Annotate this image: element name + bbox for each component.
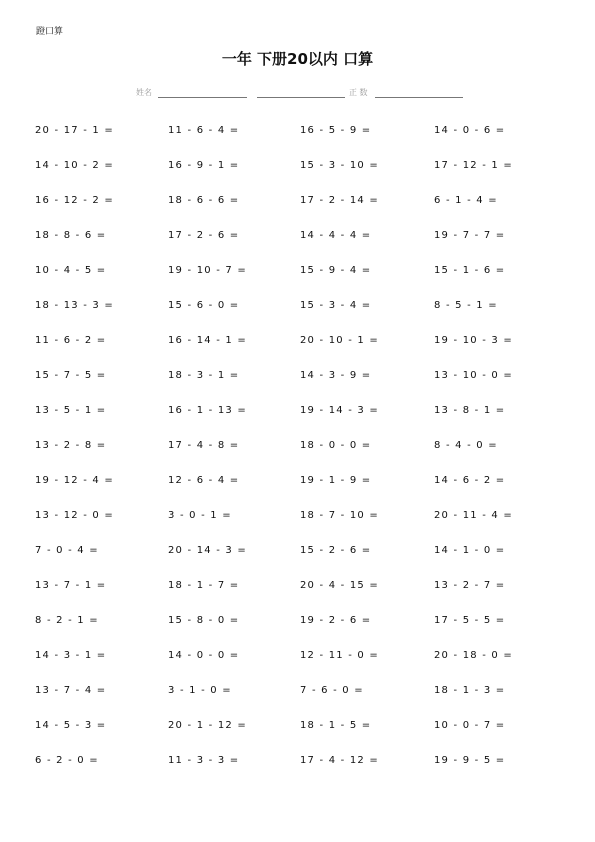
math-problem: 14 - 1 - 0 = [434,545,506,556]
math-problem: 17 - 12 - 1 = [434,160,513,171]
math-problem: 17 - 4 - 12 = [300,755,379,766]
math-problem: 20 - 10 - 1 = [300,335,379,346]
page-title: 一年 下册20以内 口算 [221,50,374,68]
math-problem: 7 - 6 - 0 = [300,685,364,696]
math-problem: 8 - 5 - 1 = [434,300,498,311]
math-problem: 8 - 4 - 0 = [434,440,498,451]
math-problem: 16 - 14 - 1 = [168,335,247,346]
math-problem: 13 - 12 - 0 = [35,510,114,521]
math-problem: 11 - 6 - 4 = [168,125,240,136]
math-problem: 8 - 2 - 1 = [35,615,99,626]
math-problem: 13 - 2 - 7 = [434,580,506,591]
math-problem: 13 - 5 - 1 = [35,405,107,416]
math-problem: 14 - 6 - 2 = [434,475,506,486]
math-problem: 15 - 2 - 6 = [300,545,372,556]
math-problem: 20 - 4 - 15 = [300,580,379,591]
math-problem: 14 - 3 - 9 = [300,370,372,381]
math-problem: 14 - 0 - 6 = [434,125,506,136]
math-problem: 13 - 2 - 8 = [35,440,107,451]
math-problem: 11 - 6 - 2 = [35,335,107,346]
math-problem: 20 - 1 - 12 = [168,720,247,731]
math-problem: 14 - 0 - 0 = [168,650,240,661]
math-problem: 7 - 0 - 4 = [35,545,99,556]
math-problem: 19 - 10 - 7 = [168,265,247,276]
math-problem: 19 - 9 - 5 = [434,755,506,766]
math-problem: 19 - 2 - 6 = [300,615,372,626]
math-problem: 15 - 3 - 10 = [300,160,379,171]
math-problem: 13 - 8 - 1 = [434,405,506,416]
math-problem: 14 - 4 - 4 = [300,230,372,241]
math-problem: 17 - 2 - 14 = [300,195,379,206]
math-problem: 18 - 13 - 3 = [35,300,114,311]
math-problem: 20 - 17 - 1 = [35,125,114,136]
math-problem: 17 - 2 - 6 = [168,230,240,241]
math-problem: 11 - 3 - 3 = [168,755,240,766]
math-problem: 15 - 8 - 0 = [168,615,240,626]
math-problem: 20 - 14 - 3 = [168,545,247,556]
math-problem: 19 - 14 - 3 = [300,405,379,416]
math-problem: 18 - 7 - 10 = [300,510,379,521]
name-label: 姓名 [136,88,152,97]
math-problem: 6 - 1 - 4 = [434,195,498,206]
math-problem: 3 - 1 - 0 = [168,685,232,696]
math-problem: 16 - 5 - 9 = [300,125,372,136]
math-problem: 20 - 18 - 0 = [434,650,513,661]
math-problem: 19 - 12 - 4 = [35,475,114,486]
math-problem: 14 - 5 - 3 = [35,720,107,731]
math-problem: 15 - 6 - 0 = [168,300,240,311]
math-problem: 17 - 4 - 8 = [168,440,240,451]
math-problem: 10 - 4 - 5 = [35,265,107,276]
math-problem: 16 - 1 - 13 = [168,405,247,416]
math-problem: 15 - 7 - 5 = [35,370,107,381]
math-problem: 18 - 1 - 3 = [434,685,506,696]
math-problem: 14 - 3 - 1 = [35,650,107,661]
math-problem: 13 - 7 - 4 = [35,685,107,696]
math-problem: 15 - 9 - 4 = [300,265,372,276]
math-problem: 6 - 2 - 0 = [35,755,99,766]
math-problem: 20 - 11 - 4 = [434,510,513,521]
math-problem: 12 - 11 - 0 = [300,650,379,661]
math-problem: 12 - 6 - 4 = [168,475,240,486]
math-problem: 18 - 1 - 7 = [168,580,240,591]
math-problem: 19 - 10 - 3 = [434,335,513,346]
math-problem: 13 - 7 - 1 = [35,580,107,591]
math-problem: 3 - 0 - 1 = [168,510,232,521]
math-problem: 14 - 10 - 2 = [35,160,114,171]
math-problem: 18 - 6 - 6 = [168,195,240,206]
math-problem: 18 - 1 - 5 = [300,720,372,731]
math-problem: 16 - 12 - 2 = [35,195,114,206]
math-problem: 18 - 0 - 0 = [300,440,372,451]
math-problem: 15 - 3 - 4 = [300,300,372,311]
math-problem: 16 - 9 - 1 = [168,160,240,171]
math-problem: 19 - 1 - 9 = [300,475,372,486]
math-problem: 17 - 5 - 5 = [434,615,506,626]
math-problem: 19 - 7 - 7 = [434,230,506,241]
math-problem: 18 - 3 - 1 = [168,370,240,381]
math-problem: 10 - 0 - 7 = [434,720,506,731]
math-problem: 18 - 8 - 6 = [35,230,107,241]
math-problem: 15 - 1 - 6 = [434,265,506,276]
score-label: 正 数 [349,88,368,97]
header-mark: 蹬口算 [36,27,64,37]
math-problem: 13 - 10 - 0 = [434,370,513,381]
